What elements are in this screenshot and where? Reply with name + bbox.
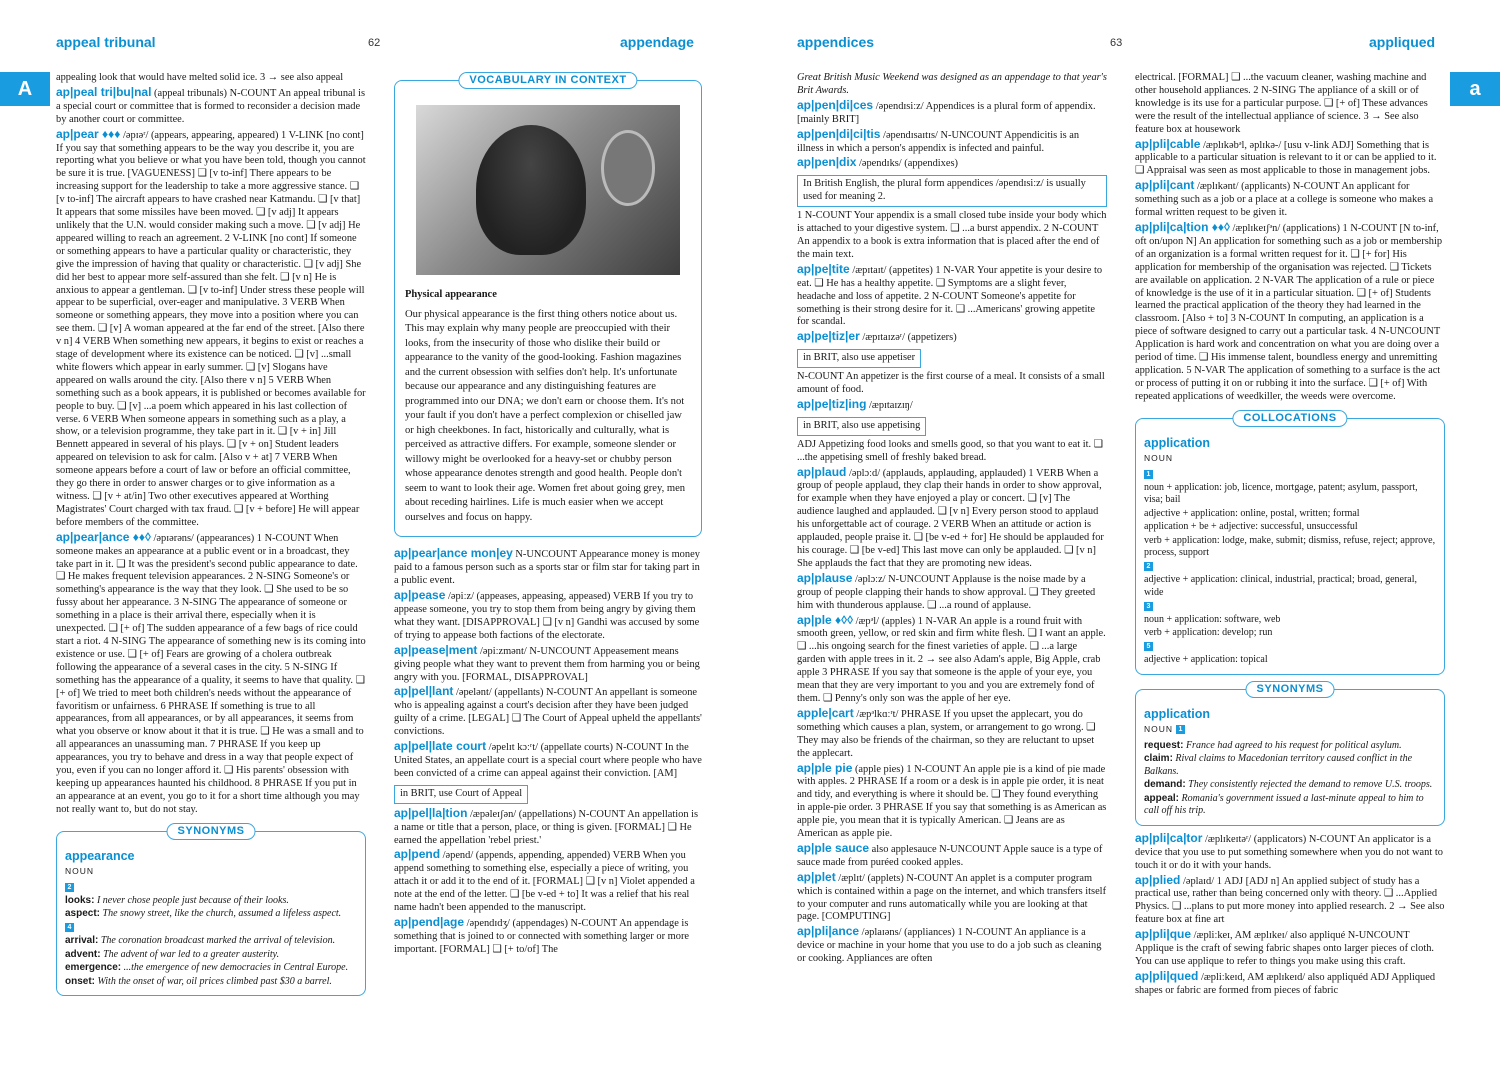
definition: /əpendɪks/ (appendixes)	[856, 158, 958, 170]
headword: ap|pli|ance	[797, 924, 860, 939]
synonym-word: arrival:	[65, 935, 99, 947]
sense-number: 2	[65, 883, 74, 892]
sense-number: 2	[1144, 562, 1153, 571]
synonym-word: claim:	[1144, 753, 1173, 765]
headword: apple|cart	[797, 705, 854, 720]
synonym-word: appeal:	[1144, 792, 1180, 804]
entry-applaud	[797, 466, 1107, 571]
synonym-example: With the onset of war, oil prices climbed past $30 a barrel.	[95, 975, 332, 987]
synonym-word: demand:	[1144, 779, 1186, 791]
headword: ap|pli|que	[1135, 927, 1192, 942]
synonym-word: request:	[1144, 739, 1184, 751]
left-page-number: 62	[368, 37, 381, 49]
entry-appeasement	[394, 644, 702, 685]
definition: /əplɔːz/ N-UNCOUNT Applause is the noise made by a group of people clapping their hands to show approval. ❑ They greeted him with thunderous applause. ❑ ...a round of applause.	[797, 573, 1096, 611]
collocation-line: noun + application: job, licence, mortgage, patent; asylum, passport, visa; bail	[1144, 481, 1418, 506]
synonym-example: Rival claims to Macedonian territory caused conflict in the Balkans.	[1144, 753, 1413, 777]
definition: N-UNCOUNT Appearance money is money paid to a famous person such as a sports star or film star for taking part in a public event.	[394, 549, 700, 587]
definition: /əpelənt/ (appellants) N-COUNT An appellant is someone who is appealing against a court's decision after they have been judged guilty of a crime. [LEGAL] ❑ The Court of Appeal upheld the appellants' convictions.	[394, 687, 702, 738]
pos-label: NOUN	[1144, 723, 1174, 734]
headword: ap|pease|ment	[394, 642, 478, 657]
entry-applied	[1135, 874, 1445, 928]
thumb-index-tab-right: a	[1450, 72, 1500, 106]
entry-applet	[797, 871, 1107, 925]
headword: ap|pe|tiz|ing	[797, 396, 867, 411]
definition: /əpiːz/ (appeases, appeasing, appeased) VERB If you try to appease someone, you try to stop them from being angry by giving them what they want. [DISAPPROVAL] ❑ [v n] Gandhi was accused by some of trying to appease both factions of the electorate.	[394, 591, 700, 641]
entry-appetizer	[797, 330, 1107, 345]
collocation-line: verb + application: develop; run	[1144, 627, 1273, 639]
synonym-example: The snowy street, like the church, assumed a lifeless aspect.	[100, 908, 342, 920]
panel-body: Our physical appearance is the first thing others notice about us. This may explain why many people are preoccupied with their looks, from the insecurity of those who dislike their build or appearance to the vanity of the good-looking. Fashion magazines and the current obsession with selfies don't help. It's unfortunate because our appearance and any distinguishing features are programmed into our DNA; we don't earn or choose them. It's not your fault if you don't have a perfect complexion or chiselled jaw or high cheekbones. In fact, historically and culturally, what is perceived as attractive differs. For example, someone slender or willowy might be overlooked for a heavy-set or chubby person whose appearance denotes strength and good health. People don't seem to want to look their age. Women fret about going grey, men about receding hairlines. Life is much easier when we accept ourselves and focus on happy.	[405, 308, 686, 523]
head-illustration	[476, 125, 586, 255]
panel-title: VOCABULARY IN CONTEXT	[458, 72, 637, 89]
definition: /æplɪkənt/ (applicants) N-COUNT An applicant for something such as a job or a place at a college is someone who makes a formal written request to be given it.	[1135, 181, 1434, 219]
definition: /æplɪkeɪtəʳ/ (applicators) N-COUNT An applicator is a device that you use to put something somewhere when you do not want to touch it or do it with your hands.	[1135, 833, 1443, 871]
synonym-example: France had agreed to his request for political asylum.	[1183, 739, 1402, 751]
hand-mirror-illustration	[601, 130, 655, 206]
panel-title: SYNONYMS	[1246, 681, 1335, 698]
entry-applicator	[1135, 832, 1445, 873]
panel-headword: appearance	[65, 848, 135, 863]
entry-apple-sauce	[797, 842, 1107, 870]
headword: ap|pear|ance mon|ey	[394, 546, 513, 561]
vocabulary-in-context-panel	[394, 74, 702, 537]
entry-appendix-senses: 1 N-COUNT Your appendix is a small closed tube inside your body which is attached to your digestive system. ❑ ...a burst appendix. 2 N-COUNT An appendix to a book is extra information that is placed after the end of the main text.	[797, 210, 1107, 260]
headword: ap|pear|ance ♦♦◊	[56, 529, 151, 544]
headword: ap|pease	[394, 588, 446, 603]
entry-applecart	[797, 707, 1107, 761]
column-4	[1135, 72, 1445, 1081]
definition: /æplɪkəbᵊl, əplɪkə-/ [usu v-link ADJ] Something that is applicable to a particular situation is relevant to it or can be applied to it. ❑ Appraisal was seen as most applicable to those in management jobs.	[1135, 139, 1437, 177]
synonym-word: onset:	[65, 975, 95, 987]
headword: ap|pe|tite	[797, 261, 850, 276]
entry-continuation: appealing look that would have melted solid ice. 3 → see also appeal	[56, 72, 344, 83]
usage-note-box: In British English, the plural form appendices /əpendɪsiːz/ is usually used for meaning 2.	[797, 175, 1107, 207]
entry-appendix	[797, 156, 1107, 171]
collocation-line: adjective + application: online, postal, written; formal	[1144, 507, 1360, 519]
collocation-line: application + be + adjective: successful, unsuccessful	[1144, 521, 1358, 533]
sense-number: 1	[1176, 725, 1185, 734]
synonym-example: I never chose people just because of their looks.	[94, 894, 289, 906]
definition: (appeal tribunals) N-COUNT An appeal tribunal is a special court or committee that is formed to reconsider a decision made by another court or committee.	[56, 87, 366, 125]
definition: (apple pies) 1 N-COUNT An apple pie is a kind of pie made with apples. 2 PHRASE If a room or a desk is in apple pie order, it is neat and tidy, and everything is where it should be. ❑ They found everything in apple-pie order. 3 PHRASE If you say that something is as American as apple pie, you mean that it is typically American. ❑ Jeans are as American as apple pie.	[797, 763, 1107, 840]
synonyms-panel-application	[1135, 682, 1445, 826]
entry-appear	[56, 128, 366, 530]
headword: ap|pe|tiz|er	[797, 329, 860, 344]
panel-heading: Physical appearance	[405, 289, 497, 300]
entry-appliance	[797, 925, 1107, 966]
entry-appearance-money	[394, 547, 702, 588]
entry-appendage	[394, 916, 702, 957]
sense-number: 1	[1144, 470, 1153, 479]
headword: ap|pen|di|ci|tis	[797, 126, 881, 141]
usage-note-box: in BRIT, use Court of Appeal	[394, 785, 528, 804]
headword: ap|pear ♦♦♦	[56, 126, 121, 141]
headword: ap|plause	[797, 570, 853, 585]
definition: /əpɪərəns/ (appearances) 1 N-COUNT When someone makes an appearance at a public event or in a broadcast, they take part in it. ❑ It was the president's second public appearance to date. ❑ He makes frequent television appearances. 2 N-SING Someone's or something's appearance is the way that they look. ❑ She used to be so fussy about her appearance. 3 N-SING The appearance of someone or something in a place is their arrival there, especially when it is unexpected. ❑ [+ of] The sudden appearance of a few bags of rice could start a riot. 4 N-SING The appearance of something new is its coming into existence or use. ❑ [+ of] Fears are growing of a cholera outbreak following the appearance of a several cases in the city. 5 N-SING If something has the appearance of a quality, it seems to have that quality. ❑ [+ of] We tried to meet both children's needs without the appearance of favoritism or unfairness. 6 PHRASE If something is true to all appearances, from all appearances, or by all appearances, it seems from what you observe or know about it that it is true. ❑ He was a small and to all appearances an unassuming man. 7 PHRASE If you keep up appearances, you try to behave and dress in a way that people expect of you, even if you can no longer afford it. ❑ His parents' obsession with keeping up appearances haunted his childhood. 8 PHRASE If you put in an appearance at an event, you go to it for a short time although you may not really want to, but do not stay.	[56, 532, 366, 815]
entry-apple-pie	[797, 762, 1107, 841]
usage-note-box: in BRIT, also use appetiser	[797, 349, 921, 368]
entry-appellate-court	[394, 740, 702, 781]
definition: /əpelɪt kɔːʳt/ (appellate courts) N-COUNT In the United States, an appellate court is a special court where people who have been convicted of a crime can appeal against their conviction. [AM]	[394, 742, 702, 779]
definition: /æplɪkeɪʃᵊn/ (applications) 1 N-COUNT [N to-inf, oft on/upon N] An application for something such as a job or membership of an organization is a formal written request for it. ❑ [+ for] His application for membership of the organisation was rejected. ❑ Tickets are available on application. 2 N-VAR The application of a rule or piece of knowledge is the use of it in a particular situation. ❑ [+ of] Students learned the practical application of the theory they had learned in the classroom. [Also + to] 3 N-COUNT In computing, an application is a piece of software designed to carry out a particular task. 4 N-UNCOUNT Application is hard work and concentration on what you are doing over a period of time. ❑ His immense talent, boundless energy and unremitting application. 5 N-VAR The application of something to a surface is the act or process of putting it on or rubbing it into the surface. ❑ [+ of] With repeated applications of weedkiller, the weeds were overcome.	[1135, 222, 1443, 402]
definition: /əpɪəʳ/ (appears, appearing, appeared) 1 V-LINK [no cont] If you say that something appears to be the way you describe it, you are reporting what you believe or what you have been told, though you cannot be sure it is true. [VAGUENESS] ❑ [v to-inf] There appears to be increasing support for the leadership to take a more aggressive stance. ❑ [v to-inf] The aircraft appears to have crashed near Katmandu. ❑ [v that] It appears that some missiles have been moved. ❑ [v adj] It appears unlikely that the U.N. would consider making such a move. ❑ [v adj] He appeared willing to reach an agreement. 2 V-LINK [no cont] If someone or something appears to have a particular quality or characteristic, they give the impression of having that quality or characteristic. ❑ [v adj] She did her best to appear more self-assured than she felt. ❑ [v n] He is anxious to appear a gentleman. ❑ [v to-inf] Under stress these people will appear to be superficial, over-eager and manipulative. 3 VERB When someone or something appears, they move into a position where you can see them. ❑ [v] A woman appeared at the far end of the street. [Also there v n] 4 VERB When something new appears, it begins to exist or reaches a stage of development where its existence can be noticed. ❑ [v] ...small white flowers which appear in early summer. ❑ [v] Slogans have appeared on walls around the city. [Also there v n] 5 VERB When something such as a book appears, it is published or becomes available for people to buy. ❑ [v] ...a poem which appeared in his last collection of verse. 6 VERB When someone appears in something such as a play, a show, or a television programme, they take part in it. ❑ [v + in] Jill Bennett appeared in several of his plays. ❑ [v + on] Student leaders appeared on television to ask for calm. [Also v + at] 7 VERB When someone appears before a court of law or before an official committee, they go there in order to answer charges or to give information as a witness. ❑ [v + at/in] Two other executives appeared at Worthing Magistrates' Court charged with tax fraud. ❑ [v + before] He will appear before members of the committee.	[56, 129, 366, 528]
entry-appellation	[394, 807, 702, 848]
headword: ap|pli|ca|tor	[1135, 830, 1203, 845]
definition: /əpend/ (appends, appending, appended) VERB When you append something to something else, especially a piece of writing, you attach it or add it to the end of it. [FORMAL] ❑ [v n] Violet appended a note at the end of the letter. ❑ [be v-ed + to] It was a relief that his real name hadn't been appended to the manuscript.	[394, 850, 695, 914]
headword: ap|plet	[797, 869, 836, 884]
sense-number: 3	[1144, 602, 1153, 611]
left-guide-word-first: appeal tribunal	[56, 34, 156, 50]
collocation-line: verb + application: lodge, make, submit; dismiss, refuse, reject; approve, process, support	[1144, 534, 1436, 559]
synonym-word: looks:	[65, 894, 95, 906]
definition: /əpendɪsiːz/ Appendices is a plural form of appendix. [mainly BRIT]	[797, 100, 1096, 125]
collocations-panel-application	[1135, 411, 1445, 675]
right-guide-word-first: appendices	[797, 34, 875, 50]
entry-applique	[1135, 928, 1445, 969]
definition: /æpᵊlkɑːʳt/ PHRASE If you upset the applecart, you do something which causes a plan, system, or arrangement to go wrong. ❑ They may also be friends of the chairman, so they are reluctant to upset the applecart.	[797, 708, 1096, 759]
entry-applicable	[1135, 138, 1445, 179]
entry-appellant	[394, 685, 702, 739]
entry-appetizing-sense: ADJ Appetizing food looks and smells good, so that you want to eat it. ❑ ...the appetising smell of freshly baked bread.	[797, 438, 1103, 463]
thumb-index-tab-left: A	[0, 72, 50, 106]
entry-appliqued	[1135, 970, 1445, 998]
definition: /əplaɪəns/ (appliances) 1 N-COUNT An appliance is a device or machine in your home that you use to do a job such as cleaning or cooking. Appliances are often	[797, 927, 1102, 965]
headword: ap|pli|cable	[1135, 136, 1201, 151]
definition: /æpɪtaɪzɪŋ/	[866, 399, 913, 411]
synonym-example: The coronation broadcast marked the arrival of television.	[98, 935, 336, 947]
headword: ap|pli|ca|tion ♦♦◊	[1135, 219, 1230, 234]
headword: ap|pli|cant	[1135, 178, 1195, 193]
synonym-example: Romania's government issued a last-minute appeal to him to call off his trip.	[1144, 792, 1424, 817]
synonym-example: The advent of war led to a greater austerity.	[100, 948, 280, 960]
headword: ap|pel|lant	[394, 684, 454, 699]
definition: /əpiːzmənt/ N-UNCOUNT Appeasement means giving people what they want to prevent them from harming you or being angry with you. [FORMAL, DISAPPROVAL]	[394, 645, 700, 683]
entry-applicant	[1135, 179, 1445, 220]
headword: ap|pend	[394, 847, 441, 862]
entry-appetizer-sense: N-COUNT An appetizer is the first course of a meal. It consists of a small amount of food.	[797, 371, 1105, 396]
entry-applause	[797, 572, 1107, 613]
left-guide-word-last: appendage	[620, 34, 694, 50]
sense-number: 4	[65, 923, 74, 932]
entry-appeal-tribunal	[56, 86, 366, 127]
headword: ap|ple ♦◊◊	[797, 612, 854, 627]
synonym-word: aspect:	[65, 908, 101, 920]
panel-title: COLLOCATIONS	[1232, 410, 1347, 427]
synonyms-panel-appearance	[56, 824, 366, 997]
headword: ap|plaud	[797, 464, 847, 479]
headword: ap|pend|age	[394, 914, 465, 929]
usage-note-box: in BRIT, also use appetising	[797, 417, 926, 436]
entry-appearance	[56, 531, 366, 817]
definition: /æpɪtaɪt/ (appetites) 1 N-VAR Your appetite is your desire to eat. ❑ He has a healthy appetite. ❑ Symptoms are a slight fever, headache and loss of appetite. 2 N-COUNT Someone's appetite for something is their strong desire for it. ❑ ...Americans' growing appetite for scandal.	[797, 264, 1103, 328]
synonym-word: emergence:	[65, 962, 122, 974]
collocation-line: adjective + application: clinical, industrial, practical; broad, general, wide	[1144, 574, 1418, 598]
panel-pos	[1144, 723, 1436, 736]
right-page-number: 63	[1110, 37, 1123, 49]
synonym-example: They consistently rejected the demand to remove U.S. troops.	[1185, 779, 1433, 791]
headword: ap|ple pie	[797, 760, 853, 775]
column-1	[56, 72, 366, 1081]
headword: ap|pen|di|ces	[797, 97, 874, 112]
headword: ap|pel|late court	[394, 739, 487, 754]
synonym-word: advent:	[65, 948, 101, 960]
entry-appetizing	[797, 398, 1107, 413]
entry-apple	[797, 614, 1107, 706]
panel-headword: application	[1144, 435, 1210, 450]
headword: ap|pel|la|tion	[394, 805, 468, 820]
entry-append	[394, 848, 702, 915]
collocation-line: noun + application: software, web	[1144, 613, 1281, 625]
panel-headword: application	[1144, 706, 1210, 721]
synonym-example: ...the emergence of new democracies in Central Europe.	[121, 962, 349, 974]
collocation-line: adjective + application: topical	[1144, 654, 1268, 666]
man-looking-in-mirror-photo	[416, 105, 680, 275]
definition: /æpəleɪʃən/ (appellations) N-COUNT An appellation is a name or title that a person, place, or thing is given. [FORMAL] ❑ He earned the appellation 'rebel priest.'	[394, 808, 699, 846]
definition: /æpliːkeɪd, AM æplɪkeɪd/ also appliquéd ADJ Appliqued shapes or fabric are formed from pieces of fabric	[1135, 971, 1436, 996]
panel-pos: NOUN	[65, 865, 95, 876]
definition: /əpendɪdʒ/ (appendages) N-COUNT An appendage is something that is joined to or connected with something larger or more important. [FORMAL] ❑ [+ to/of] The	[394, 917, 690, 955]
panel-pos: NOUN	[1144, 452, 1174, 463]
definition: also applesauce N-UNCOUNT Apple sauce is a type of sauce made from puréed cooked apples.	[797, 843, 1103, 868]
entry-continuation: Great British Music Weekend was designed as an appendage to that year's Brit Awards.	[797, 72, 1107, 96]
entry-appetite	[797, 263, 1107, 330]
definition: /əplɔːd/ (applauds, applauding, applauded) 1 VERB When a group of people applaud, they clap their hands in order to show approval, for example when they have enjoyed a play or concert. ❑ [v] The audience laughed and applauded. ❑ [v n] Every person stood to applaud his unforgettable act of courage. 2 VERB When an attitude or action is applauded, people praise it. ❑ [be v-ed + for] He should be applauded for his courage. ❑ [be v-ed] This last move can only be applauded. ❑ [v n] She applauds the fact that they are promoting new ideas.	[797, 467, 1104, 569]
definition: /æpɪtaɪzəʳ/ (appetizers)	[859, 332, 957, 344]
sense-number: 5	[1144, 642, 1153, 651]
entry-appease	[394, 589, 702, 643]
definition: /æplɪt/ (applets) N-COUNT An applet is a computer program which is contained within a page on the internet, and which transfers itself to your computer and runs automatically while you are looking at that page. [COMPUTING]	[797, 872, 1107, 923]
panel-title: SYNONYMS	[167, 823, 256, 840]
headword: ap|plied	[1135, 872, 1181, 887]
entry-continuation: electrical. [FORMAL] ❑ ...the vacuum cleaner, washing machine and other household appliances. 2 N-SING The appliance of a skill or of knowledge is its use for a particular purpose. ❑ [+ of] These advances were the result of the intellectual appliance of science. 3 → See also feature box at housework	[1135, 72, 1428, 135]
definition: /əpendɪsaɪtɪs/ N-UNCOUNT Appendicitis is an illness in which a person's appendix is infected and painful.	[797, 129, 1080, 154]
headword: ap|pli|qued	[1135, 968, 1199, 983]
entry-appendices	[797, 99, 1107, 127]
definition: /æpliːkeɪ, AM æplɪkeɪ/ also appliqué N-UNCOUNT Applique is the craft of sewing fabric shapes onto larger pieces of cloth. You can use applique to refer to things you make using this craft.	[1135, 930, 1435, 967]
entry-appendicitis	[797, 128, 1107, 156]
definition: /əplaɪd/ 1 ADJ [ADJ n] An applied subject of study has a practical use, rather than being concerned only with theory. ❑ ...Applied Physics. ❑ ...plans to put more money into applied research. 2 → See also feature box at fine art	[1135, 875, 1445, 926]
headword: ap|ple sauce	[797, 840, 870, 855]
headword: ap|peal tri|bu|nal	[56, 84, 152, 99]
right-guide-word-last: appliqued	[1369, 34, 1436, 50]
headword: ap|pen|dix	[797, 155, 857, 170]
definition: /æpᵊl/ (apples) 1 N-VAR An apple is a round fruit with smooth green, yellow, or red skin and firm white flesh. ❑ I want an apple. ❑ ...his ongoing search for the finest varieties of apple. ❑ ...a large garden with apple trees in it. 2 → see also Adam's apple, Big Apple, crab apple 3 PHRASE If you say that someone is the apple of your eye, you mean that they are very important to you and you are extremely fond of them. ❑ Penny's only son was the apple of her eye.	[797, 615, 1106, 704]
column-2	[394, 72, 702, 1081]
entry-application	[1135, 221, 1445, 404]
column-3	[797, 72, 1107, 1081]
